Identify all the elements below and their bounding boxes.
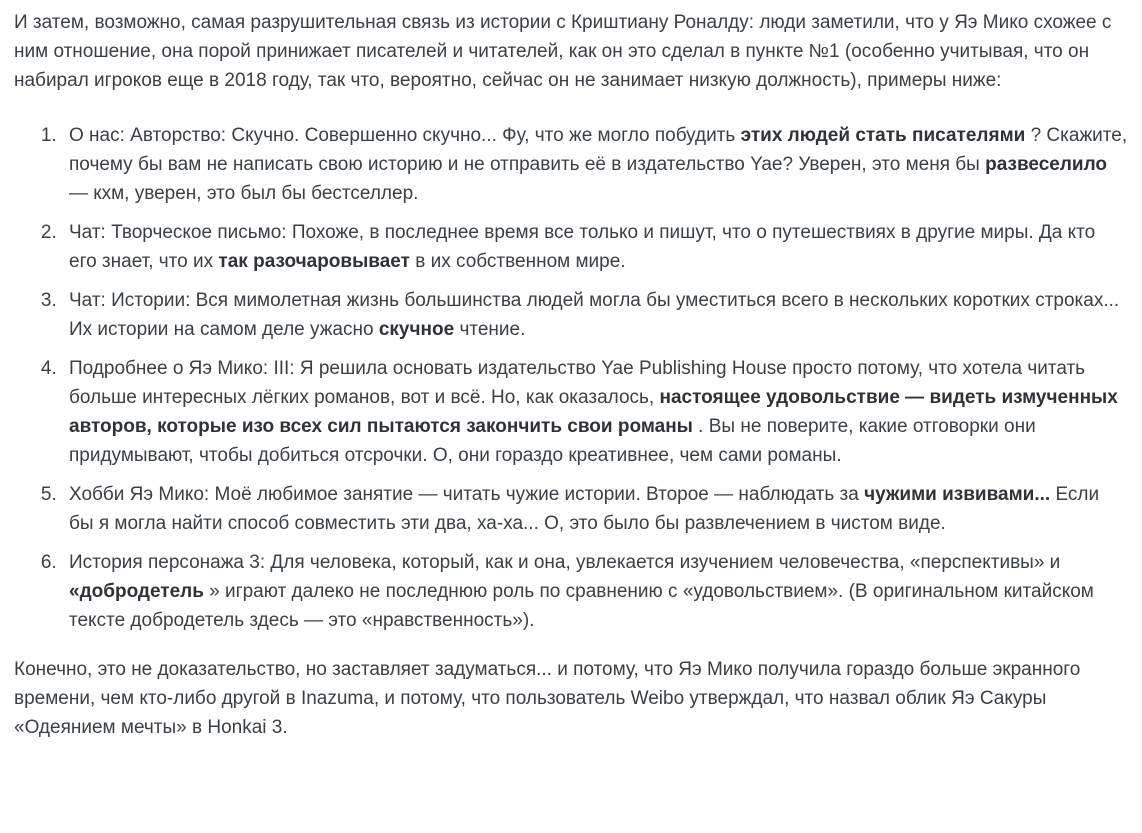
text-run: И затем, возможно, самая разрушительная связь из истории с Криштиану Роналду: люди заметили, что у Яэ Мико схожее с ним отношение, она порой принижает писателей и читателей, как он это сделал в пункте №1 (особенно учитывая, что он набирал игроков еще в 2018 году, так что, вероятно, сейчас он не занимает низкую должность), примеры ниже:: [14, 12, 1112, 91]
text-run: История персонажа 3: Для человека, который, как и она, увлекается изучением человечества, «перспективы» и: [69, 552, 1061, 573]
article-body: [14, 8, 1128, 742]
list-item: [62, 480, 1128, 538]
text-run: Чат: Творческое письмо: Похоже, в последнее время все только и пишут, что о путешествиях в другие миры. Да кто его знает, что их: [69, 222, 1096, 272]
text-run: Если бы я могла найти способ совместить эти два, ха-ха... О, это было бы развлечением в чистом виде.: [69, 484, 1100, 534]
text-run: » играют далеко не последнюю роль по сравнению с «удовольствием». (В оригинальном китайском тексте добродетель здесь — это «нравственность»).: [69, 581, 1094, 631]
list-item: [62, 218, 1128, 276]
list-item: [62, 286, 1128, 344]
bold-text-run: так разочаровывает: [218, 251, 410, 272]
bold-text-run: скучное: [378, 319, 455, 340]
text-run: — кхм, уверен, это был бы бестселлер.: [69, 183, 419, 204]
intro-paragraph: [14, 8, 1128, 95]
text-run: Подробнее о Яэ Мико: III: Я решила основать издательство Yae Publishing House просто потому, что хотела читать больше интересных лёгких романов, вот и всё. Но, как оказалось,: [69, 358, 1086, 408]
bold-text-run: этих людей стать писателями: [740, 125, 1026, 146]
text-run: . Вы не поверите, какие отговорки они придумывают, чтобы добиться отсрочки. О, они гораздо креативнее, чем сами романы.: [69, 416, 1036, 466]
text-run: Конечно, это не доказательство, но заставляет задуматься... и потому, что Яэ Мико получила гораздо больше экранного времени, чем кто-либо другой в Inazuma, и потому, что пользователь Weibo утверждал, что назвал облик Яэ Сакуры «Одеянием мечты» в Honkai 3.: [14, 659, 1081, 738]
text-run: О нас: Авторство: Скучно. Совершенно скучно... Фу, что же могло побудить: [69, 125, 741, 146]
list-item: [62, 548, 1128, 635]
text-run: в их собственном мире.: [409, 251, 626, 272]
text-run: Хобби Яэ Мико: Моё любимое занятие — читать чужие истории. Второе — наблюдать за: [69, 484, 865, 505]
closing-paragraph: [14, 655, 1128, 742]
list-item: [62, 121, 1128, 208]
numbered-list: [14, 121, 1128, 635]
bold-text-run: «добродетель: [69, 581, 204, 602]
bold-text-run: чужими извивами...: [864, 484, 1051, 505]
bold-text-run: настоящее удовольствие — видеть измученных авторов, которые изо всех сил пытаются закончить свои романы: [69, 387, 1118, 437]
text-run: Чат: Истории: Вся мимолетная жизнь большинства людей могла бы уместиться всего в нескольких коротких строках... Их истории на самом деле ужасно: [69, 290, 1120, 340]
text-run: чтение.: [454, 319, 526, 340]
bold-text-run: развеселило: [985, 154, 1108, 175]
text-run: ? Скажите, почему бы вам не написать свою историю и не отправить её в издательство Yae? Уверен, это меня бы: [69, 125, 1128, 175]
list-item: [62, 354, 1128, 470]
